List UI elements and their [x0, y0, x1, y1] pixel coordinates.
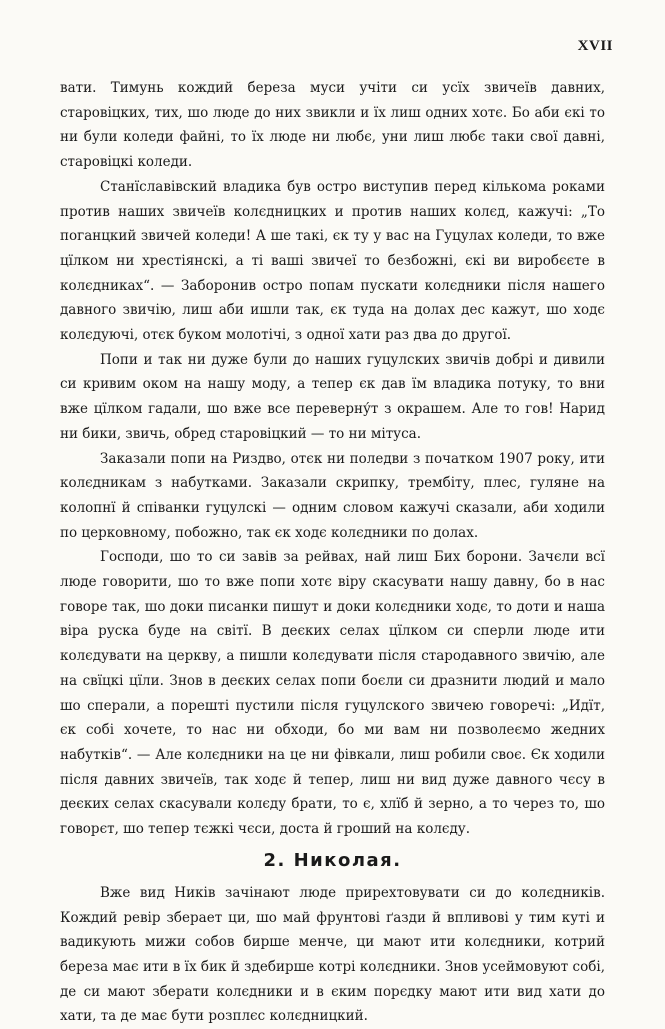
- paragraph: Станїславівский владика був остро виступив перед кількома роками против наших звичеїв колєдницких и против наших колєд, кажучі: „То поганцкий звичей коледи! А ше такі, єк ту у вас на Гуцулах коледи, то вже цїлком ни хрестіянскі, а ті ваші звичеї то безбожні, єкі ви виробєєте в колєдниках“. — Заборонив остро попам пускати колєдники після нашего давного звичію, лиш аби ишли так, єк туда на долах дес кажут, шо ходє колєдуючі, отєк буком молотічі, з одної хати раз два до другої.: [60, 178, 605, 344]
- paragraph: Попи и так ни дуже були до наших гуцулских звичів добрі и дивили си кривим оком на нашу моду, а тепер єк дав їм владика потуку, то вни вже цїлком гадали, шо вже все переверну́т з окрашем. Але то гов! Нарид ни бики, звичь, обред старовіцкий — то ни мітуса.: [60, 351, 605, 442]
- page-number: XVII: [577, 38, 613, 54]
- paragraph: вати. Тимунь кождий береза муси учіти си усїх звичеїв давних, старовіцких, тих, шо люде до них звикли и їх лиш одних хотє. Бо аби єкі то ни були коледи файні, то їх люде ни любє, уни лиш любє таки свої давні, старовіцкі коледи.: [60, 80, 605, 171]
- page-body: [60, 76, 605, 1029]
- paragraph: Вже вид Ників зачінают люде приреxтовувати си до колєдників. Кождий ревір зберает ци, шо май фрунтові ґазди й впливові у тим куті и вадикують мижи собов бирше менче, ци мают ити колєдники, котрий береза має ити в їх бик й здебирше котрі колєдники. Знов усеймовуют собі, де си мают зберати колєдники и в єким порєдку мают ити вид хати до хати, та де має бути розплєс колєдницкий.: [60, 884, 605, 1025]
- section-heading: 2. Николая.: [263, 849, 402, 871]
- paragraph: Господи, шо то си завів за рейвах, най лиш Бих борони. Зачєли всї люде говорити, шо то вже попи хотє віру скасувати нашу давну, бо в нас говоре так, шо доки писанки пишут и доки колєдники ходє, то доти и наша віра руска буде на світї. В деєких селах цїлком си сперли люде ити колєдувати на церкву, а пишли колєдувати після стародавного звичію, але на свїцкі цїли. Знов в деєких селах попи боєли си дразнити людий и мало шо сперали, а порешті пустили після гуцулского звичею говоречі: „Идїт, єк собі хочете, то нас ни обходи, бо ми вам ни позволеємо жедних набутків“. — Але колєдники на це ни фівкали, лиш робили своє. Єк ходили після давних звичеїв, так ходє й тепер, лиш ни вид дуже давного чєсу в деєких селах скасували колєду брати, то є, хлїб й зерно, а то через то, шо говорєт, шо тепер тєжкі чєси, доста й гроший на колєду.: [60, 549, 605, 838]
- paragraph: Заказали попи на Риздво, отєк ни поледви з початком 1907 року, ити колєдникам з набутками. Заказали скрипку, трембіту, плес, гуляне на колопнї й співанки гуцулскі — одним словом кажучі сказали, аби ходили по церковному, побожно, так єк ходє колєдники по долах.: [60, 450, 605, 541]
